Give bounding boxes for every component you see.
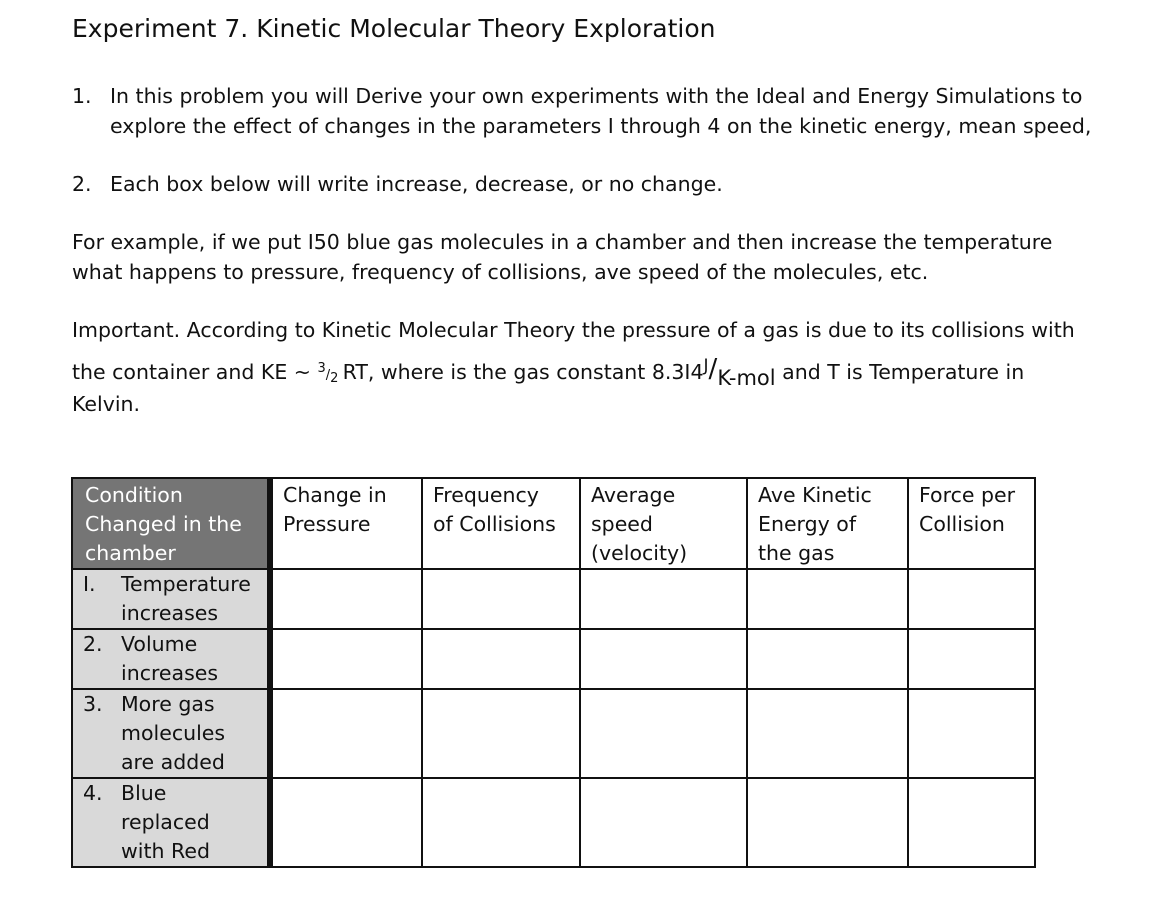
answer-cell-kinetic-energy[interactable] [747,629,908,689]
item-number: 1. [72,84,92,108]
answer-cell-frequency[interactable] [422,629,580,689]
row-number: 2. [83,632,103,656]
row-label-volume [72,629,270,689]
header-line: Collision [919,512,1005,536]
header-line: Pressure [283,512,371,536]
text-segment: the container and KE ~ [72,360,318,384]
instruction-item-1 [72,81,1132,141]
table-row [72,629,1035,689]
item-number: 2. [72,172,92,196]
instruction-item-2 [72,169,1132,199]
important-paragraph-line: Kelvin. [72,392,141,416]
row-label-line: More gas [121,692,215,716]
answer-cell-frequency[interactable] [422,689,580,778]
header-line: Change in [283,483,387,507]
fraction-numerator: 3 [317,361,326,376]
answer-cell-force[interactable] [908,689,1035,778]
answer-cell-frequency[interactable] [422,569,580,629]
table-header-row [72,478,1035,569]
row-label-line: are added [121,750,225,774]
table-row [72,569,1035,629]
unit-numerator: J [703,356,709,376]
item-text-line: explore the effect of changes in the parameters I through 4 on the kinetic energy, mean speed, [110,114,1092,138]
answer-cell-force[interactable] [908,629,1035,689]
answer-cell-pressure[interactable] [270,629,422,689]
kmt-results-table [71,477,1036,868]
header-ave-kinetic-energy [747,478,908,569]
answer-cell-kinetic-energy[interactable] [747,778,908,867]
header-line: Condition [85,483,183,507]
row-number: I. [83,572,96,596]
answer-cell-pressure[interactable] [270,689,422,778]
row-label-line: Temperature [121,572,251,596]
three-halves-fraction: 3/2 [317,361,339,386]
answer-cell-frequency[interactable] [422,778,580,867]
important-paragraph-line [72,356,1024,391]
header-average-speed [580,478,747,569]
header-line: of Collisions [433,512,556,536]
answer-cell-speed[interactable] [580,689,747,778]
row-number: 4. [83,781,103,805]
answer-cell-pressure[interactable] [270,569,422,629]
header-line: chamber [85,541,176,565]
item-text-line: Each box below will write increase, decrease, or no change. [110,172,723,196]
header-line: the gas [758,541,835,565]
row-label-line: increases [121,661,219,685]
header-frequency-of-collisions [422,478,580,569]
example-paragraph-line: For example, if we put I50 blue gas molecules in a chamber and then increase the temperature [72,230,1053,254]
header-line: Changed in the [85,512,242,536]
fraction-denominator: 2 [330,371,339,386]
row-label-line: increases [121,601,219,625]
answer-cell-kinetic-energy[interactable] [747,569,908,629]
answer-cell-speed[interactable] [580,778,747,867]
row-label-line: replaced [121,810,210,834]
header-change-in-pressure [270,478,422,569]
table-row [72,689,1035,778]
text-segment: RT, where is the gas constant 8.3I4 [342,360,704,384]
header-line: speed [591,512,653,536]
row-label-line: Volume [121,632,198,656]
header-line: Ave Kinetic [758,483,872,507]
header-condition-changed [72,478,270,569]
text-segment: and T is Temperature in [782,360,1025,384]
example-paragraph-line: what happens to pressure, frequency of collisions, ave speed of the molecules, etc. [72,260,929,284]
item-text-line: In this problem you will Derive your own experiments with the Ideal and Energy Simulations to [110,84,1083,108]
answer-cell-speed[interactable] [580,569,747,629]
header-force-per-collision [908,478,1035,569]
row-label-more-molecules [72,689,270,778]
row-label-line: molecules [121,721,226,745]
row-label-line: Blue [121,781,167,805]
row-number: 3. [83,692,103,716]
row-label-line: with Red [121,839,210,863]
answer-cell-speed[interactable] [580,629,747,689]
row-label-temperature [72,569,270,629]
answer-cell-force[interactable] [908,569,1035,629]
row-label-blue-to-red [72,778,270,867]
answer-cell-force[interactable] [908,778,1035,867]
important-paragraph-line: Important. According to Kinetic Molecular Theory the pressure of a gas is due to its collisions with [72,318,1075,342]
unit-slash: / [708,354,718,384]
header-line: (velocity) [591,541,688,565]
page-title: Experiment 7. Kinetic Molecular Theory Exploration [72,14,716,43]
table-row [72,778,1035,867]
header-line: Average [591,483,676,507]
answer-cell-pressure[interactable] [270,778,422,867]
header-line: Energy of [758,512,857,536]
unit-denominator: K-mol [717,366,776,390]
header-line: Force per [919,483,1016,507]
header-line: Frequency [433,483,539,507]
answer-cell-kinetic-energy[interactable] [747,689,908,778]
